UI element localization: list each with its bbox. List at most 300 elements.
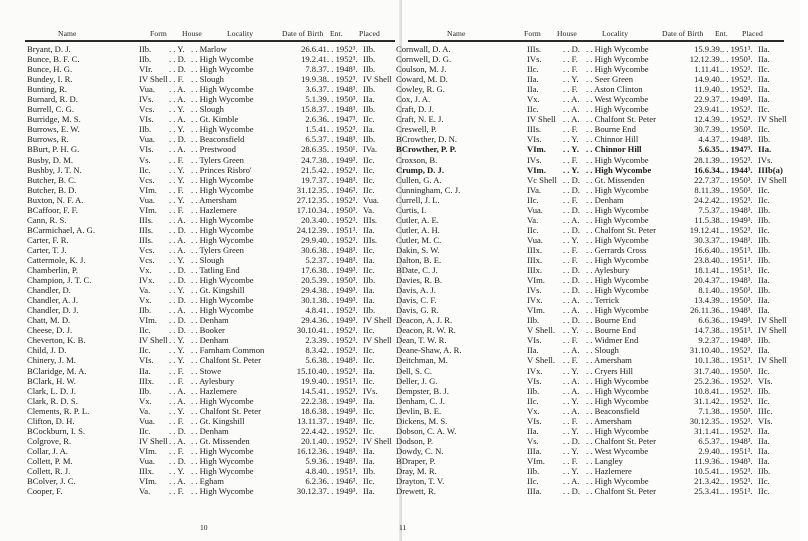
locality-cell: . . Hazlemere — [191, 385, 237, 396]
register-row — [396, 476, 796, 486]
placed-cell: VIs. — [758, 375, 773, 386]
house-cell: . . F. — [169, 154, 184, 165]
locality-cell: . . High Wycombe — [191, 174, 254, 185]
entered-cell: . . 1950³. — [722, 124, 753, 135]
dob-cell: 15.9.39. — [694, 44, 722, 54]
locality-cell: . . Chalfont St. Peter — [586, 435, 656, 446]
locality-cell: . . Tylers Green — [191, 154, 244, 165]
dob-cell: 11.5.38. — [694, 214, 722, 225]
locality-cell: . . Farnham Common — [191, 345, 265, 356]
register-row — [27, 355, 399, 365]
entered-cell: . . 1952³. — [722, 415, 753, 426]
placed-cell: IV Shell — [758, 174, 787, 185]
student-name: Cox, J. A. — [396, 94, 431, 105]
dob-cell: 15.8.37. — [301, 104, 329, 115]
entered-cell: . . 1946³. — [327, 476, 358, 487]
form-cell: IIc. — [527, 64, 539, 75]
locality-cell: . . Amersham — [191, 194, 237, 205]
dob-cell: 31.1.41. — [694, 425, 722, 436]
register-row — [396, 305, 796, 315]
entered-cell: . . 1952³. — [722, 194, 753, 205]
dob-cell: 31.7.40. — [694, 365, 722, 376]
student-name: BCockburn, I. S. — [27, 425, 86, 436]
house-cell: . . Y. — [563, 365, 579, 376]
form-cell: IIb. — [139, 124, 152, 135]
entered-cell: . . 1952³. — [327, 325, 358, 336]
entered-cell: . . 1951³. — [722, 254, 753, 265]
entered-cell: . . 1948³. — [327, 455, 358, 466]
register-row — [396, 426, 796, 436]
locality-cell: . . High Wycombe — [191, 275, 254, 286]
entered-cell: . . 1950³. — [327, 275, 358, 286]
locality-cell: . . Cryers Hill — [586, 365, 634, 376]
register-row — [27, 396, 399, 406]
house-cell: . . F. — [169, 375, 184, 386]
placed-cell: IVa. — [363, 144, 378, 155]
entered-cell: . . 1948³. — [722, 335, 753, 346]
form-cell: IIb. — [527, 385, 540, 396]
dob-cell: 23.8.40. — [694, 254, 722, 265]
dob-cell: 26.6.41. — [301, 44, 329, 54]
dob-cell: 4.8.41. — [305, 305, 329, 316]
locality-cell: . . Denham — [191, 315, 229, 326]
student-name: Deane-Shaw, A. R. — [396, 345, 462, 356]
form-cell: VIs. — [527, 134, 542, 145]
entered-cell: . . 1950¹. — [327, 144, 358, 155]
dob-cell: 5.6.35. — [698, 144, 722, 155]
dob-cell: 16.12.36. — [296, 445, 329, 456]
entered-cell: . . 1948³. — [722, 275, 753, 286]
placed-cell: IIa. — [758, 44, 770, 54]
entered-cell: . . 1952³. — [327, 194, 358, 205]
form-cell: Vua. — [139, 134, 155, 145]
register-row — [396, 255, 796, 265]
locality-cell: . . Slough — [191, 254, 224, 265]
form-cell: Vx. — [139, 295, 152, 306]
entered-cell: . . 1950³. — [327, 204, 358, 215]
house-cell: . . A. — [169, 234, 186, 245]
register-row — [27, 94, 399, 104]
student-name: Croxson, B. — [396, 154, 438, 165]
dob-cell: 4.8.40. — [305, 465, 329, 476]
form-cell: Vcs. — [139, 174, 155, 185]
student-name: Dowdy, C. N. — [396, 445, 444, 456]
form-cell: IVx. — [527, 365, 543, 376]
form-cell: Vua. — [139, 194, 155, 205]
register-row — [396, 94, 796, 104]
form-cell: IIc. — [527, 224, 539, 235]
house-cell: . . A. — [169, 114, 186, 125]
locality-cell: . . Chalfont St. Peter — [191, 355, 261, 366]
locality-cell: . . High Wycombe — [586, 375, 649, 386]
student-name: Cheese, D. J. — [27, 325, 73, 336]
header-house: House — [557, 29, 577, 38]
dob-cell: 31.10.40. — [689, 345, 722, 356]
student-name: Collett, R. J. — [27, 465, 71, 476]
house-cell: . . A. — [169, 435, 186, 446]
entered-cell: . . 1952³. — [327, 365, 358, 376]
locality-cell: . . Gt. Kimble — [191, 114, 239, 125]
form-cell: Va. — [527, 214, 539, 225]
entered-cell: . . 1952³. — [327, 335, 358, 346]
form-cell: V Shell. — [527, 325, 556, 336]
dob-cell: 28.6.35. — [301, 144, 329, 155]
register-row — [27, 406, 399, 416]
placed-cell: IIa. — [363, 254, 375, 265]
placed-cell: IIIc. — [758, 405, 773, 416]
form-cell: IV Shell — [139, 335, 168, 346]
header-name: Name — [447, 29, 466, 38]
house-cell: . . A. — [563, 94, 580, 105]
house-cell: . . D. — [563, 315, 580, 326]
student-name: Cann, R. S. — [27, 214, 67, 225]
student-name: Bryant, D. J. — [27, 44, 71, 54]
register-row — [27, 155, 399, 165]
register-row — [27, 215, 399, 225]
placed-cell: VIs. — [758, 415, 773, 426]
register-row — [27, 165, 399, 175]
entered-cell: . . 1952³. — [722, 74, 753, 85]
register-row — [396, 486, 796, 496]
student-name: BBurt, P. H. G. — [27, 144, 80, 155]
student-name: Davis, G. R. — [396, 305, 439, 316]
dob-cell: 12.12.39. — [689, 54, 722, 65]
register-row — [396, 315, 796, 325]
placed-cell: IIc. — [363, 375, 375, 386]
dob-cell: 30.12.37. — [296, 486, 329, 497]
placed-cell: IIc. — [758, 124, 770, 135]
dob-cell: 15.10.40. — [296, 365, 329, 376]
placed-cell: IIc. — [363, 114, 375, 125]
house-cell: . . A. — [169, 395, 186, 406]
register-row — [396, 195, 796, 205]
house-cell: . . Y. — [169, 174, 185, 185]
form-cell: Vcs. — [139, 104, 155, 115]
dob-cell: 7.1.38. — [698, 405, 722, 416]
register-row — [396, 104, 796, 114]
student-name: Bunce, B. F. C. — [27, 54, 80, 65]
student-name: Cowley, R. G. — [396, 84, 445, 95]
entered-cell: . . 1948³. — [722, 305, 753, 316]
entered-cell: . . 1948³. — [327, 134, 358, 145]
placed-cell: IIa. — [758, 84, 770, 95]
locality-cell: . . Tatling End — [191, 265, 240, 276]
form-cell: Vx. — [139, 395, 152, 406]
locality-cell: . . Marlow — [191, 44, 227, 54]
placed-cell: IIa. — [363, 124, 375, 135]
locality-cell: . . High Wycombe — [586, 275, 649, 286]
dob-cell: 5.9.36. — [305, 455, 329, 466]
register-row — [396, 295, 796, 305]
student-name: BClark, H. W. — [27, 375, 76, 386]
student-name: Dean, T. W. R. — [396, 335, 447, 346]
header-house: House — [182, 29, 202, 38]
form-cell: IIc. — [139, 325, 151, 336]
student-name: Dempster, B. J. — [396, 385, 449, 396]
entered-cell: . . 1952³. — [722, 114, 753, 125]
form-cell: Vua. — [527, 204, 543, 215]
entered-cell: . . 1952³. — [722, 104, 753, 115]
entered-cell: . . 1950³. — [722, 184, 753, 195]
placed-cell: IIc. — [363, 355, 375, 366]
entered-cell: . . 1950³. — [722, 54, 753, 65]
dob-cell: 21.3.42. — [694, 476, 722, 487]
dob-cell: 5.6.38. — [305, 355, 329, 366]
register-row — [396, 54, 796, 64]
entered-cell: . . 1952³. — [722, 345, 753, 356]
locality-cell: . . High Wycombe — [191, 214, 254, 225]
register-row — [27, 74, 399, 84]
placed-cell: IIa. — [758, 144, 772, 155]
register-row — [27, 436, 399, 446]
house-cell: . . D. — [169, 265, 186, 276]
dob-cell: 31.1.42. — [694, 395, 722, 406]
dob-cell: 16.6.34. — [694, 164, 722, 175]
form-cell: IV Shell — [139, 74, 168, 85]
form-cell: IIIx. — [527, 254, 543, 265]
locality-cell: . . High Wycombe — [586, 234, 649, 245]
form-cell: Vx. — [139, 265, 152, 276]
dob-cell: 23.9.41. — [694, 104, 722, 115]
placed-cell: IIIs. — [363, 234, 378, 245]
locality-cell: . . High Wycombe — [586, 285, 649, 296]
dob-cell: 13.4.39. — [694, 295, 722, 306]
locality-cell: . . High Wycombe — [191, 124, 254, 135]
house-cell: . . F. — [169, 486, 184, 497]
placed-cell: IIb. — [363, 44, 376, 54]
entered-cell: . . 1949³. — [327, 295, 358, 306]
form-cell: VIm. — [527, 305, 545, 316]
register-row — [396, 285, 796, 295]
form-cell: Vua. — [139, 415, 155, 426]
student-name: Deitchman, M. — [396, 355, 448, 366]
register-row — [27, 64, 399, 74]
register-row — [27, 476, 399, 486]
placed-cell: IIc. — [363, 325, 375, 336]
dob-cell: 10.8.41. — [694, 385, 722, 396]
student-name: Crump, D. J. — [396, 164, 444, 175]
entered-cell: . . 1949³. — [722, 94, 753, 105]
form-cell: Vx. — [527, 405, 540, 416]
locality-cell: . . High Wycombe — [191, 84, 254, 95]
form-cell: IIc. — [139, 345, 151, 356]
entered-cell: . . 1951³. — [722, 44, 753, 54]
register-row — [396, 376, 796, 386]
form-cell: Vua. — [139, 84, 155, 95]
form-cell: IIIs. — [139, 224, 154, 235]
register-row — [396, 165, 796, 175]
house-cell: . . D. — [563, 285, 580, 296]
entered-cell: . . 1948³. — [722, 204, 753, 215]
entered-cell: . . 1950³. — [327, 94, 358, 105]
locality-cell: . . Princes Risbro' — [191, 164, 252, 175]
register-row — [27, 134, 399, 144]
dob-cell: 18.1.41. — [694, 265, 722, 276]
house-cell: . . D. — [563, 174, 580, 185]
dob-cell: 22.7.37. — [694, 174, 722, 185]
house-cell: . . Y. — [169, 164, 185, 175]
student-name: Collar, J. A. — [27, 445, 68, 456]
locality-cell: . . West Wycombe — [586, 445, 649, 456]
entered-cell: . . 1948³. — [327, 445, 358, 456]
placed-cell: IIb. — [758, 244, 771, 255]
student-name: Champion, J. T. C. — [27, 275, 92, 286]
entered-cell: . . 1949³. — [327, 486, 358, 497]
entered-cell: . . 1949³. — [327, 285, 358, 296]
student-name: BCrowther, D. N. — [396, 134, 457, 145]
placed-cell: IIIs. — [363, 214, 378, 225]
placed-cell: IVs. — [363, 385, 378, 396]
locality-cell: . . Slough — [191, 104, 224, 115]
dob-cell: 21.5.42. — [301, 164, 329, 175]
house-cell: . . Y. — [169, 345, 185, 356]
entered-cell: . . 1952³. — [327, 305, 358, 316]
form-cell: IIIs. — [527, 44, 542, 54]
house-cell: . . A. — [563, 345, 580, 356]
form-cell: Vx. — [527, 94, 540, 105]
dob-cell: 24.2.42. — [694, 194, 722, 205]
entered-cell: . . 1951³. — [722, 355, 753, 366]
form-cell: Vcs. — [139, 244, 155, 255]
register-row — [396, 466, 796, 476]
locality-cell: . . High Wycombe — [191, 305, 254, 316]
form-cell: IIIs. — [527, 124, 542, 135]
placed-cell: IIb. — [363, 104, 376, 115]
header-name: Name — [58, 29, 77, 38]
dob-cell: 7.5.37. — [698, 204, 722, 215]
house-cell: . . Y. — [563, 445, 579, 456]
register-row — [27, 466, 399, 476]
student-name: Colgrove, R. — [27, 435, 72, 446]
house-cell: . . Y. — [169, 194, 185, 205]
house-cell: . . Y. — [169, 104, 185, 115]
placed-cell: IIb. — [758, 134, 771, 145]
form-cell: IIIx. — [139, 465, 155, 476]
placed-cell: IIc. — [758, 395, 770, 406]
student-name: Davies, R. B. — [396, 275, 443, 286]
form-cell: Vs. — [139, 154, 151, 165]
dob-cell: 12.4.39. — [694, 114, 722, 125]
register-row — [396, 235, 796, 245]
dob-cell: 31.12.35. — [296, 184, 329, 195]
dob-cell: 8.1.40. — [698, 285, 722, 296]
header-placed: Placed — [742, 29, 763, 38]
locality-cell: . . Aylesbury — [586, 265, 630, 276]
locality-cell: . . Chalfont St. Peter — [586, 224, 656, 235]
register-row — [396, 355, 796, 365]
dob-cell: 7.8.37. — [305, 64, 329, 75]
locality-cell: . . Hazlemere — [191, 204, 237, 215]
dob-cell: 4.4.37. — [698, 134, 722, 145]
placed-cell: IIa. — [363, 486, 375, 497]
form-cell: IIb. — [527, 315, 540, 326]
register-row — [396, 335, 796, 345]
entered-cell: . . 1951³. — [722, 486, 753, 497]
entered-cell: . . 1951³. — [327, 224, 358, 235]
dob-cell: 2.9.40. — [698, 445, 722, 456]
house-cell: . . D. — [563, 275, 580, 286]
student-name: Davis, A. J. — [396, 285, 436, 296]
register-row — [27, 335, 399, 345]
dob-cell: 14.5.41. — [301, 385, 329, 396]
header-form: Form — [524, 29, 541, 38]
house-cell: . . F. — [169, 74, 184, 85]
locality-cell: . . Booker — [191, 325, 225, 336]
placed-cell: IIb. — [363, 465, 376, 476]
form-cell: VIr. — [139, 64, 153, 75]
locality-cell: . . West Wycombe — [586, 94, 649, 105]
dob-cell: 22.2.38. — [301, 395, 329, 406]
placed-cell: Va. — [363, 204, 375, 215]
dob-cell: 30.10.41. — [296, 325, 329, 336]
dob-cell: 11.9.36. — [694, 455, 722, 466]
entered-cell: . . 1948³. — [327, 174, 358, 185]
house-cell: . . A. — [563, 214, 580, 225]
house-cell: . . Y. — [563, 74, 579, 85]
placed-cell: IIa. — [758, 295, 770, 306]
locality-cell: . . High Wycombe — [586, 64, 649, 75]
register-row — [27, 315, 399, 325]
register-row — [27, 84, 399, 94]
placed-cell: IIa. — [758, 425, 770, 436]
house-cell: . . Y. — [563, 234, 579, 245]
register-row — [27, 235, 399, 245]
dob-cell: 6.2.36. — [305, 476, 329, 487]
student-name: Curtis, I. — [396, 204, 427, 215]
entered-cell: . . 1950³. — [722, 405, 753, 416]
entered-cell: . . 1949³. — [327, 315, 358, 326]
locality-cell: . . High Wycombe — [191, 54, 254, 65]
placed-cell: IV Shell — [363, 435, 392, 446]
entered-cell: . . 1949³. — [327, 265, 358, 276]
house-cell: . . A. — [563, 476, 580, 487]
placed-cell: IIc. — [363, 244, 375, 255]
dob-cell: 14.9.40. — [694, 74, 722, 85]
register-row — [27, 295, 399, 305]
student-name: BDate, C. J. — [396, 265, 438, 276]
entered-cell: . . 1949³. — [327, 154, 358, 165]
register-row — [27, 54, 399, 64]
placed-cell: IIIb(a) — [758, 164, 783, 175]
house-cell: . . A. — [169, 476, 186, 487]
register-row — [396, 446, 796, 456]
entered-cell: . . 1949³. — [722, 315, 753, 326]
entered-cell: . . 1948³. — [327, 254, 358, 265]
header-ent: Ent. — [330, 29, 343, 38]
locality-cell: . . High Wycombe — [586, 44, 649, 54]
register-row — [27, 285, 399, 295]
student-name: Buxton, N. F. A. — [27, 194, 84, 205]
student-name: Craft, N. E. J. — [396, 114, 444, 125]
form-cell: IIIs. — [139, 234, 154, 245]
student-name: Collett, P. M. — [27, 455, 73, 466]
dob-cell: 30.1.38. — [301, 295, 329, 306]
form-cell: IIc. — [527, 395, 539, 406]
header-dob: Date of Birth — [282, 29, 324, 38]
entered-cell: . . 1952³. — [327, 44, 358, 54]
form-cell: IIa. — [139, 365, 151, 376]
student-name: Clark, L. D. J. — [27, 385, 76, 396]
form-cell: VIs. — [527, 415, 542, 426]
locality-cell: . . Prestwood — [191, 144, 236, 155]
student-name: BCaffoor, F. F. — [27, 204, 78, 215]
dob-cell: 29.4.36. — [301, 315, 329, 326]
form-cell: Va. — [139, 486, 151, 497]
form-cell: IVs. — [527, 54, 542, 65]
locality-cell: . . High Wycombe — [586, 305, 649, 316]
locality-cell: . . Gt. Kingshill — [191, 285, 245, 296]
register-row — [27, 185, 399, 195]
